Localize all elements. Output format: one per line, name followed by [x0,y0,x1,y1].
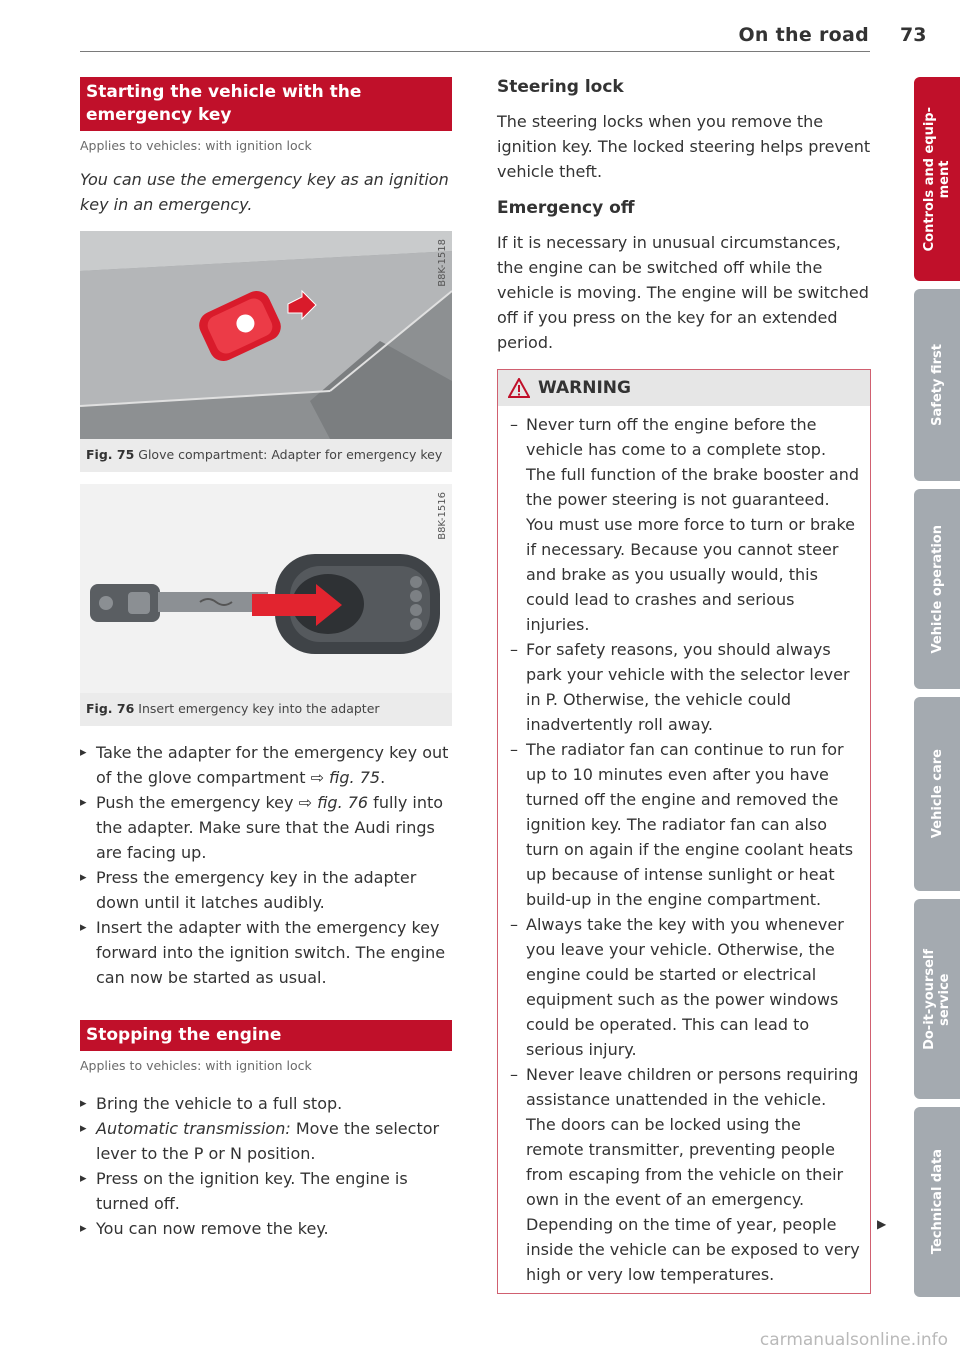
list-item: ▸ Press the emergency key in the adapter down until it latches audibly. [80,865,452,915]
figure-76-image [80,484,452,693]
tab-vehicle-care[interactable] [914,697,960,891]
heading-emergency-off: Emergency off [497,198,635,218]
section-title-stopping-engine: Stopping the engine [80,1020,452,1051]
list-item: – Always take the key with you whenever you leave your vehicle. Otherwise, the engine could be started or electrical equipment such as the power windows could be operated. This can lead to serious injury. [508,912,860,1062]
figure-reference[interactable]: ⇨ fig. 76 [298,793,369,812]
figure-label: Fig. 76 [86,701,135,716]
figure-reference[interactable]: ⇨ fig. 75 [310,768,381,787]
tab-label: Controls and equip- ment [922,106,952,252]
tab-technical-data[interactable] [914,1107,960,1297]
continue-arrow-icon: ▶ [877,1217,887,1231]
figure-75-image [80,231,452,439]
tab-label: Safety first [929,344,945,426]
list-item: – For safety reasons, you should always park your vehicle with the selector lever in P. Otherwise, the vehicle could inadvertently roll away. [508,637,860,737]
tab-controls-and-equipment[interactable] [914,77,960,281]
figure-code: B8K-1516 [437,492,448,540]
emergency-key-adapter-illustration [80,484,452,693]
list-item: – The radiator fan can continue to run for up to 10 minutes even after you have turned off the engine and removed the ignition key. The radiator fan can also turn on again if the engine coolant heats up because of intense sunlight or heat build-up in the engine compartment. [508,737,860,912]
applies-note: Applies to vehicles: with ignition lock [80,138,312,153]
section-title-starting-emergency: Starting the vehicle with the emergency key [80,77,452,131]
list-item: ▸ Insert the adapter with the emergency key forward into the ignition switch. The engine can now be started as usual. [80,915,452,990]
warning-header [498,370,870,406]
figure-75-caption [80,439,452,472]
right-column [497,77,871,1294]
tab-do-it-yourself-service[interactable] [914,899,960,1099]
list-item: ▸ Take the adapter for the emergency key out of the glove compartment ⇨ fig. 75. [80,740,452,790]
list-item: ▸ Press on the ignition key. The engine is turned off. [80,1166,452,1216]
page-header-title: On the road [738,24,869,46]
warning-title: WARNING [538,378,631,398]
caption-text: Glove compartment: Adapter for emergency key [138,447,443,462]
list-item: ▸ Automatic transmission: Move the selector lever to the P or N position. [80,1116,452,1166]
warning-box [497,369,871,1294]
tab-label: Vehicle operation [929,524,945,654]
emergency-off-text: If it is necessary in unusual circumstances, the engine can be switched off while the vehicle is moving. The engine will be switched off if you press on the key for an extended period. [497,233,869,352]
steering-lock-text: The steering locks when you remove the ignition key. The locked steering helps prevent vehicle theft. [497,112,871,181]
warning-list [498,406,870,1293]
steps-start-with-emergency-key [80,740,452,990]
applies-note: Applies to vehicles: with ignition lock [80,1058,312,1073]
list-item: – Never turn off the engine before the vehicle has come to a complete stop. The full function of the brake booster and the power steering is not guaranteed. You must use more force to turn or brake if necessary. Because you cannot steer and brake as you usually would, this could lead to crashes and serious injuries. [508,412,860,637]
figure-76-caption [80,693,452,726]
heading-steering-lock: Steering lock [497,77,624,97]
tab-label: Vehicle care [929,749,945,839]
figure-label: Fig. 75 [86,447,135,462]
figure-76 [80,484,452,726]
left-column [80,77,452,1241]
figure-75 [80,231,452,472]
list-item: – Never leave children or persons requiring assistance unattended in the vehicle. The doors can be locked using the remote transmitter, preventing people from escaping from the vehicle on their own in the event of an emergency. Depending on the time of year, people inside the vehicle can be exposed to very high or very low temperatures. [508,1062,860,1287]
watermark-text: carmanualsonline.info [759,1330,948,1350]
header-divider [80,51,870,52]
list-item: ▸ Bring the vehicle to a full stop. [80,1091,452,1116]
warning-triangle-icon [508,378,530,398]
tab-safety-first[interactable] [914,289,960,481]
glove-compartment-illustration [80,231,452,439]
list-item: ▸ You can now remove the key. [80,1216,452,1241]
caption-text: Insert emergency key into the adapter [138,701,380,716]
section-intro: You can use the emergency key as an ignition key in an emergency. [80,170,449,214]
list-item: ▸ Push the emergency key ⇨ fig. 76 fully into the adapter. Make sure that the Audi rings are facing up. [80,790,452,865]
tab-vehicle-operation[interactable] [914,489,960,689]
tab-label: Do-it-yourself service [922,948,952,1050]
tab-label: Technical data [929,1149,945,1255]
figure-code: B8K-1518 [437,239,448,287]
steps-stop-engine [80,1091,452,1241]
page-number: 73 [900,24,927,46]
